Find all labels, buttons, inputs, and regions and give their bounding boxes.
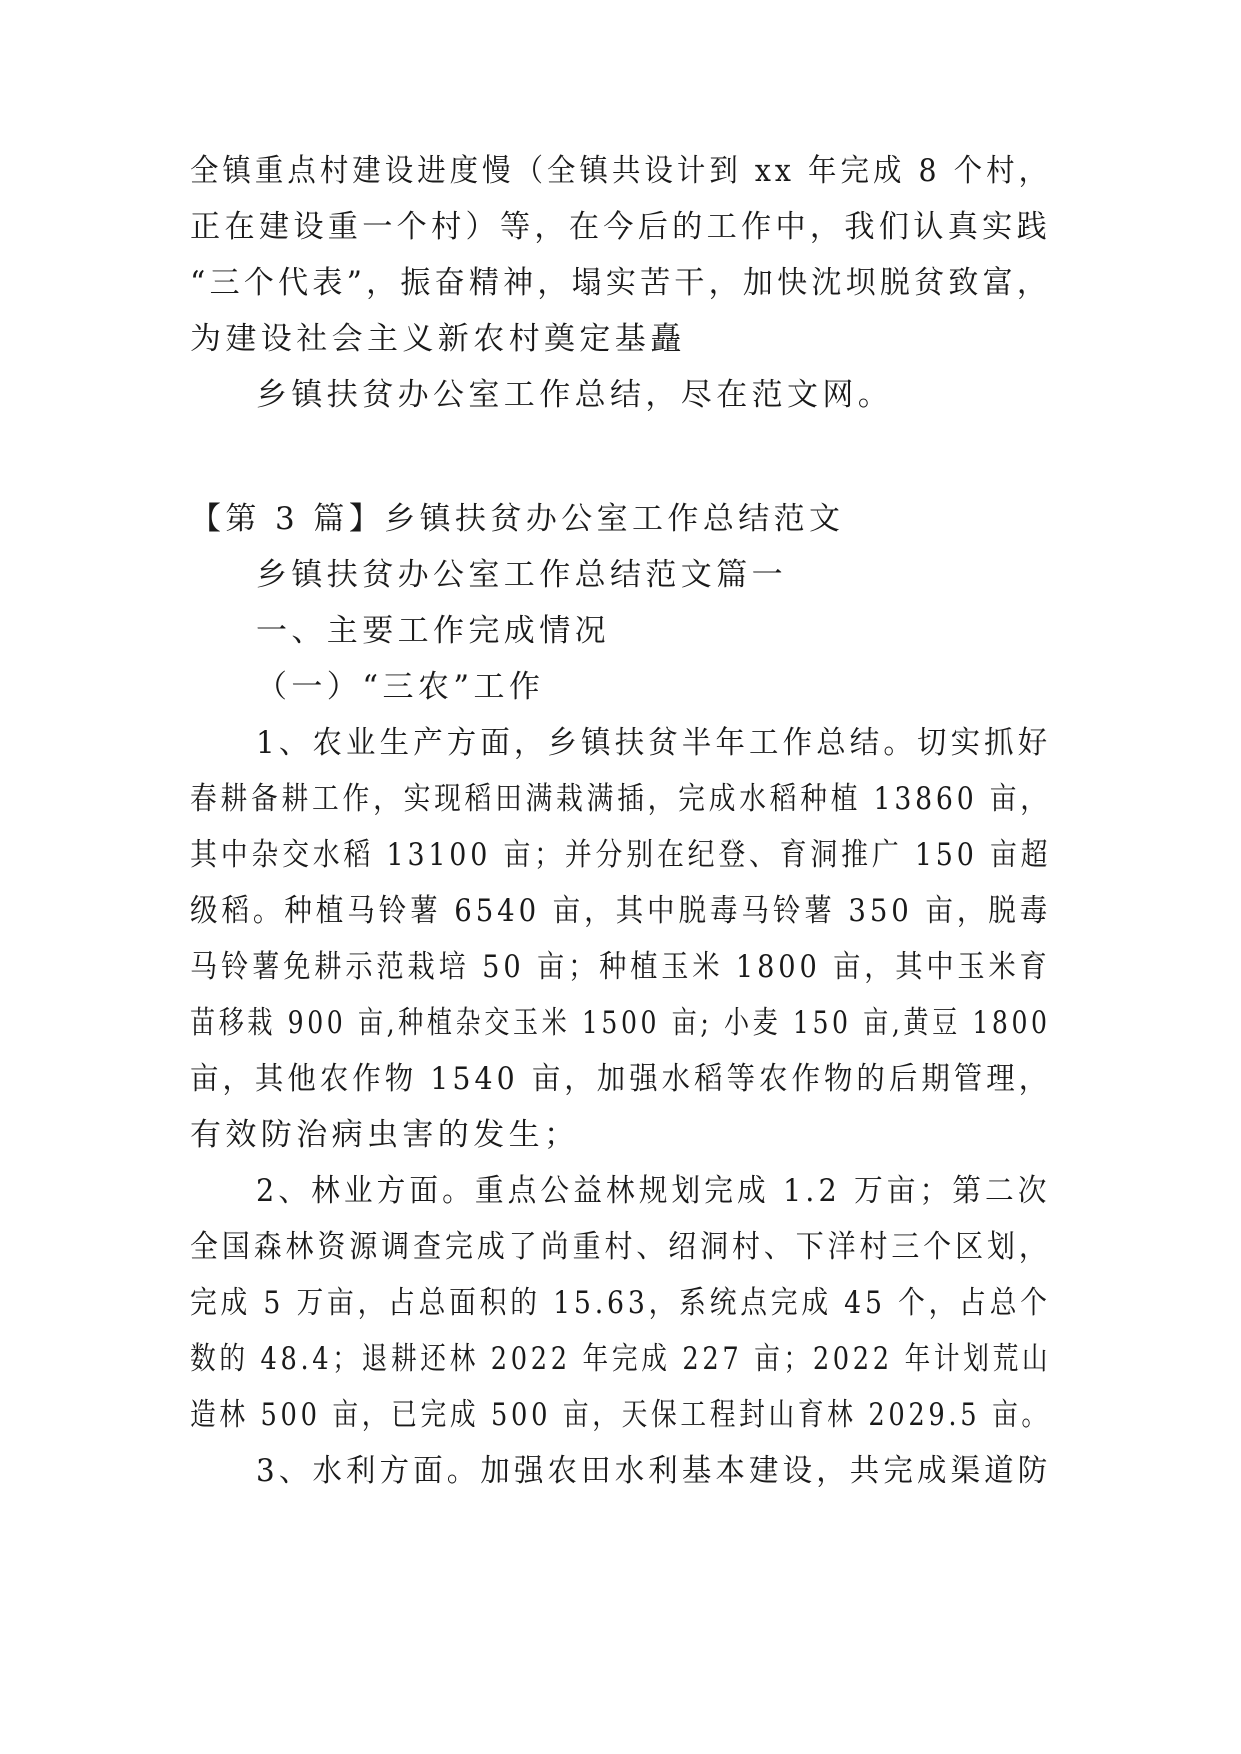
paragraph-line: 其中杂交水稻 13100 亩；并分别在纪登、育洞推广 150 亩超 <box>190 837 1052 873</box>
paragraph-line: 苗移栽 900 亩,种植杂交玉米 1500 亩; 小麦 150 亩,黄豆 1800 <box>190 1005 1051 1041</box>
paragraph-line: “三个代表”，振奋精神，塌实苦干，加快沈坝脱贫致富， <box>190 265 1052 301</box>
paragraph-line: 数的 48.4；退耕还林 2022 年完成 227 亩；2022 年计划荒山 <box>190 1341 1052 1377</box>
paragraph-line: 级稻。种植马铃薯 6540 亩，其中脱毒马铃薯 350 亩，脱毒 <box>190 893 1052 929</box>
subheading: 乡镇扶贫办公室工作总结范文篇一 <box>256 557 787 593</box>
paragraph-line: 正在建设重一个村）等，在今后的工作中，我们认真实践 <box>190 209 1052 245</box>
paragraph-line: 乡镇扶贫办公室工作总结，尽在范文网。 <box>256 377 894 413</box>
paragraph-line: 1、农业生产方面，乡镇扶贫半年工作总结。切实抓好 <box>256 725 1052 761</box>
paragraph-line: 造林 500 亩，已完成 500 亩，天保工程封山育林 2029.5 亩。 <box>190 1397 1051 1433</box>
paragraph-line: 春耕备耕工作，实现稻田满栽满插，完成水稻种植 13860 亩， <box>190 781 1051 817</box>
paragraph-line: 完成 5 万亩，占总面积的 15.63，系统点完成 45 个，占总个 <box>190 1285 1051 1321</box>
paragraph-line: 亩，其他农作物 1540 亩，加强水稻等农作物的后期管理， <box>190 1061 1052 1097</box>
section-heading: 【第 3 篇】乡镇扶贫办公室工作总结范文 <box>190 501 845 537</box>
paragraph-line: 马铃薯免耕示范栽培 50 亩；种植玉米 1800 亩，其中玉米育 <box>190 949 1051 985</box>
paragraph-line: 有效防治病虫害的发生； <box>190 1117 580 1153</box>
paragraph-line: 为建设社会主义新农村奠定基矗 <box>190 321 686 357</box>
subheading: 一、主要工作完成情况 <box>256 613 610 649</box>
subheading: （一）“三农”工作 <box>256 669 545 705</box>
paragraph-line: 2、林业方面。重点公益林规划完成 1.2 万亩；第二次 <box>256 1173 1051 1209</box>
paragraph-line: 全镇重点村建设进度慢（全镇共设计到 xx 年完成 8 个村， <box>190 153 1052 189</box>
paragraph-line: 全国森林资源调查完成了尚重村、绍洞村、下洋村三个区划， <box>190 1229 1051 1265</box>
paragraph-line: 3、水利方面。加强农田水利基本建设，共完成渠道防 <box>256 1453 1052 1489</box>
